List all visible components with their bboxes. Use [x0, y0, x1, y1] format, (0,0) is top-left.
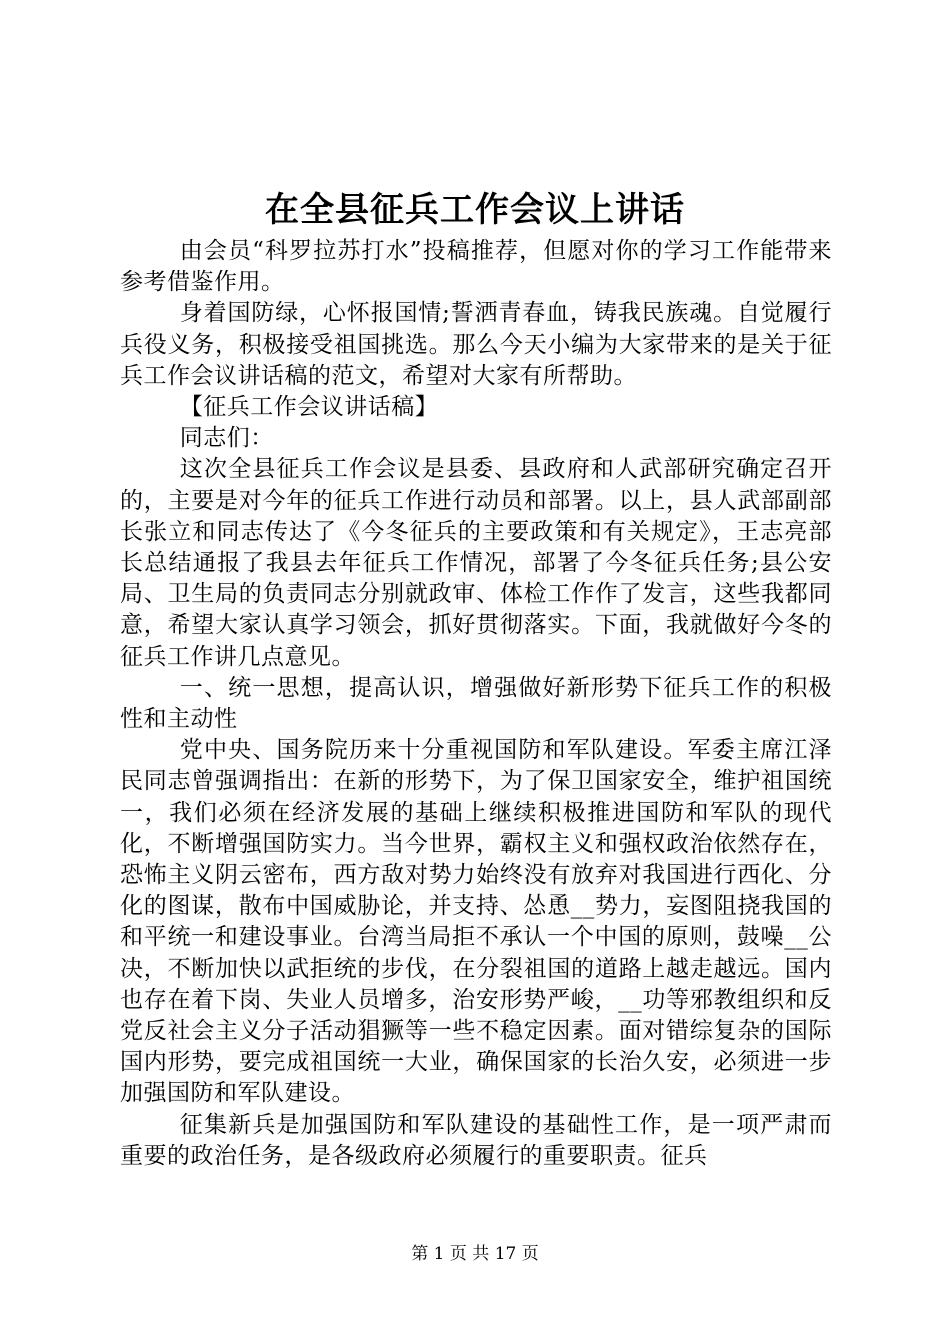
- section-heading-speech: 【征兵工作会议讲话稿】: [179, 394, 439, 421]
- section-heading-one: 一、统一思想，提高认识，增强做好新形势下征兵工作的积极性和主动性: [120, 674, 832, 733]
- paragraph-national-defense: 党中央、国务院历来十分重视国防和军队建设。军委主席江泽民同志曾强调指出：在新的形势下，为了保卫国家安全，维护祖国统一，我们必须在经济发展的基础上继续积极推进国防和军队的现代化，不断增强国防实力。当今世界，霸权主义和强权政治依然存在，恐怖主义阴云密布，西方敌对势力始终没有放弃对我国进行西化、分化的图谋，散布中国威胁论，并支持、怂恿__势力，妄图阻挠我国的和平统一和建设事业。台湾当局拒不承认一个中国的原则，鼓噪__公决，不断加快以武拒统的步伐，在分裂祖国的道路上越走越远。国内也存在着下岗、失业人员增多，治安形势严峻，__功等邪教组织和反党反社会主义分子活动猖獗等一些不稳定因素。面对错综复杂的国际国内形势，要完成祖国统一大业，确保国家的长治久安，必须进一步加强国防和军队建设。: [120, 737, 832, 1107]
- paragraph-recruitment: 征集新兵是加强国防和军队建设的基础性工作，是一项严肃而重要的政治任务，是各级政府必须履行的重要职责。征兵: [120, 1111, 832, 1169]
- paragraph-intro: 由会员“科罗拉苏打水”投稿推荐，但愿对你的学习工作能带来参考借鉴作用。: [120, 238, 832, 296]
- paragraph-opening: 这次全县征兵工作会议是县委、县政府和人武部研究确定召开的，主要是对今年的征兵工作进行动员和部署。以上，县人武部副部长张立和同志传达了《今冬征兵的主要政策和有关规定》，王志亮部长总结通报了我县去年征兵工作情况，部署了今冬征兵任务;县公安局、卫生局的负责同志分别就政审、体检工作作了发言，这些我都同意，希望大家认真学习领会，抓好贯彻落实。下面，我就做好今冬的征兵工作讲几点意见。: [120, 456, 832, 670]
- document-title: 在全县征兵工作会议上讲话: [265, 190, 685, 230]
- document-body: [120, 236, 832, 1172]
- paragraph-preface: 身着国防绿，心怀报国情;誓洒青春血，铸我民族魂。自觉履行兵役义务，积极接受祖国挑选。那么今天小编为大家带来的是关于征兵工作会议讲话稿的范文，希望对大家有所帮助。: [120, 300, 832, 389]
- paragraph-salutation: 同志们：: [179, 425, 274, 452]
- page-number-footer: 第 1 页 共 17 页: [411, 1244, 539, 1264]
